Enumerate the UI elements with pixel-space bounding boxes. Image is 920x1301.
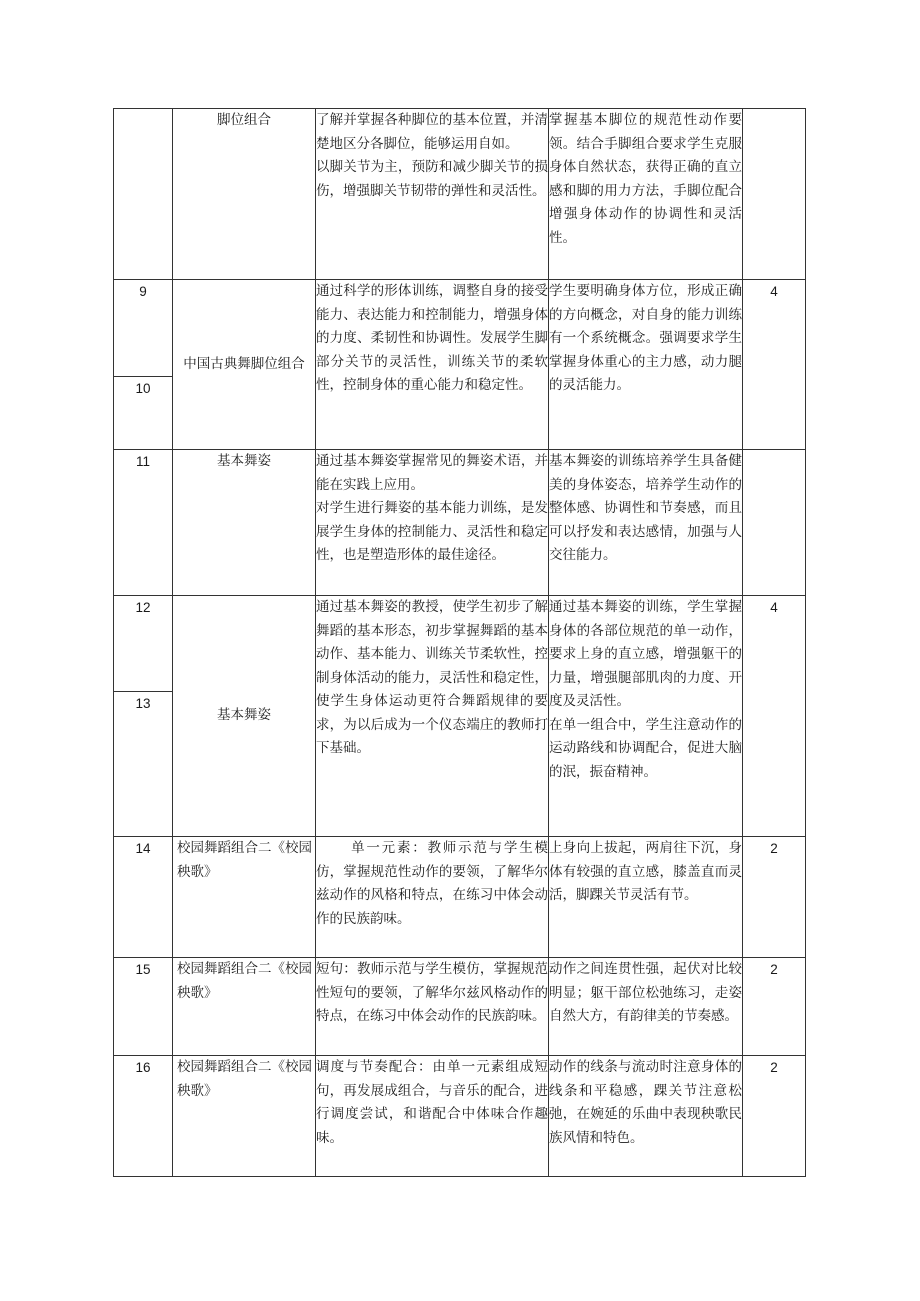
goal-paragraph: 对学生进行舞姿的基本能力训练，是发展学生身体的控制能力、灵活性和稳定性，也是塑造形体的最佳途径。 xyxy=(316,500,548,563)
lesson-number-cell: 10 xyxy=(114,377,173,450)
lesson-number-cell: 14 xyxy=(114,837,173,958)
lesson-hours-cell: 2 xyxy=(743,1056,806,1177)
table-row xyxy=(114,1056,806,1177)
requirement-paragraph: 掌握基本脚位的规范性动作要领。结合手脚组合要求学生克服身体自然状态，获得正确的直立感和脚的用力方法，手脚位配合增强身体动作的协调性和灵活性。 xyxy=(549,112,742,246)
goal-paragraph: 通过基本舞姿的教授，使学生初步了解舞蹈的基本形态，初步掌握舞蹈的基本动作、基本能力、训练关节柔软性，控制身体活动的能力，灵活性和稳定性，使学生身体运动更符合舞蹈规律的要求，为以后成为一个仪态端庄的教师打下基础。 xyxy=(316,599,548,756)
goal-paragraph: 单一元素：教师示范与学生模仿，掌握规范性动作的要领，了解华尔兹动作的风格和特点，在练习中体会动作的民族韵味。 xyxy=(316,840,548,927)
requirement-paragraph: 上身向上拔起，两肩往下沉，身体有较强的直立感，膝盖直而灵活，脚踝关节灵活有节。 xyxy=(549,840,742,903)
lesson-name-cell: 校园舞蹈组合二《校园秧歌》 xyxy=(173,958,316,1056)
lesson-requirement-cell xyxy=(549,109,743,280)
lesson-requirement-cell xyxy=(549,596,743,837)
lesson-name-cell: 校园舞蹈组合二《校园秧歌》 xyxy=(173,1056,316,1177)
lesson-goal-cell xyxy=(316,596,549,837)
requirement-paragraph: 通过基本舞姿的训练，学生掌握身体的各部位规范的单一动作，要求上身的直立感，增强躯干的力量，增强腿部肌肉的力度、开度及灵活性。 xyxy=(549,599,742,709)
requirement-paragraph: 动作之间连贯性强，起伏对比较明显；躯干部位松弛练习，走姿自然大方，有韵律美的节奏感。 xyxy=(549,961,742,1024)
lesson-number-cell: 15 xyxy=(114,958,173,1056)
lesson-goal-cell xyxy=(316,450,549,596)
requirement-paragraph: 学生要明确身体方位，形成正确的方向概念，对自身的能力训练有一个系统概念。强调要求学生掌握身体重心的主力感，动力腿的灵活能力。 xyxy=(549,283,742,393)
lesson-hours-cell xyxy=(743,109,806,280)
lesson-requirement-cell xyxy=(549,837,743,958)
lesson-goal-cell xyxy=(316,109,549,280)
table-row xyxy=(114,837,806,958)
lesson-goal-cell xyxy=(316,958,549,1056)
table-row xyxy=(114,280,806,377)
goal-paragraph: 通过基本舞姿掌握常见的舞姿术语，并能在实践上应用。 xyxy=(316,453,548,493)
curriculum-table xyxy=(113,108,806,1177)
lesson-number-cell xyxy=(114,109,173,280)
goal-paragraph: 短句：教师示范与学生模仿，掌握规范性短句的要领，了解华尔兹风格动作的特点，在练习中体会动作的民族韵味。 xyxy=(316,961,548,1024)
table-row xyxy=(114,596,806,692)
lesson-number-cell: 11 xyxy=(114,450,173,596)
lesson-number-cell: 16 xyxy=(114,1056,173,1177)
lesson-number-cell: 12 xyxy=(114,596,173,692)
lesson-number-cell: 9 xyxy=(114,280,173,377)
lesson-hours-cell: 4 xyxy=(743,280,806,450)
lesson-hours-cell: 4 xyxy=(743,596,806,837)
lesson-name-cell: 基本舞姿 xyxy=(173,596,316,837)
goal-paragraph: 了解并掌握各种脚位的基本位置，并清楚地区分各脚位，能够运用自如。 xyxy=(316,112,548,152)
lesson-hours-cell: 2 xyxy=(743,958,806,1056)
lesson-name-cell: 基本舞姿 xyxy=(173,450,316,596)
table-row xyxy=(114,450,806,596)
requirement-paragraph: 在单一组合中，学生注意动作的运动路线和协调配合，促进大脑的泯，振奋精神。 xyxy=(549,716,742,780)
lesson-name-cell: 中国古典舞脚位组合 xyxy=(173,280,316,450)
lesson-goal-cell xyxy=(316,1056,549,1177)
lesson-number-cell: 13 xyxy=(114,692,173,837)
lesson-requirement-cell xyxy=(549,1056,743,1177)
table-row xyxy=(114,958,806,1056)
lesson-requirement-cell xyxy=(549,958,743,1056)
lesson-name-cell: 脚位组合 xyxy=(173,109,316,280)
lesson-hours-cell: 2 xyxy=(743,837,806,958)
goal-paragraph: 以脚关节为主，预防和减少脚关节的损伤，增强脚关节韧带的弹性和灵活性。 xyxy=(316,159,548,199)
lesson-goal-cell xyxy=(316,837,549,958)
lesson-requirement-cell xyxy=(549,280,743,450)
requirement-paragraph: 动作的线条与流动时注意身体的线条和平稳感，踝关节注意松弛，在婉延的乐曲中表现秧歌民族风情和特色。 xyxy=(549,1059,742,1146)
goal-paragraph: 通过科学的形体训练，调整自身的接受能力、表达能力和控制能力，增强身体的力度、柔韧性和协调性。发展学生脚部分关节的灵活性，训练关节的柔软性，控制身体的重心能力和稳定性。 xyxy=(316,283,548,393)
lesson-name-cell: 校园舞蹈组合二《校园秧歌》 xyxy=(173,837,316,958)
lesson-hours-cell xyxy=(743,450,806,596)
goal-paragraph: 调度与节奏配合：由单一元素组成短句，再发展成组合，与音乐的配合，进行调度尝试，和谐配合中体味合作趣味。 xyxy=(316,1059,548,1146)
lesson-goal-cell xyxy=(316,280,549,450)
lesson-requirement-cell xyxy=(549,450,743,596)
requirement-paragraph: 基本舞姿的训练培养学生具备健美的身体姿态，培养学生动作的整体感、协调性和节奏感，而且可以抒发和表达感情，加强与人交往能力。 xyxy=(549,453,742,563)
table-row xyxy=(114,109,806,280)
